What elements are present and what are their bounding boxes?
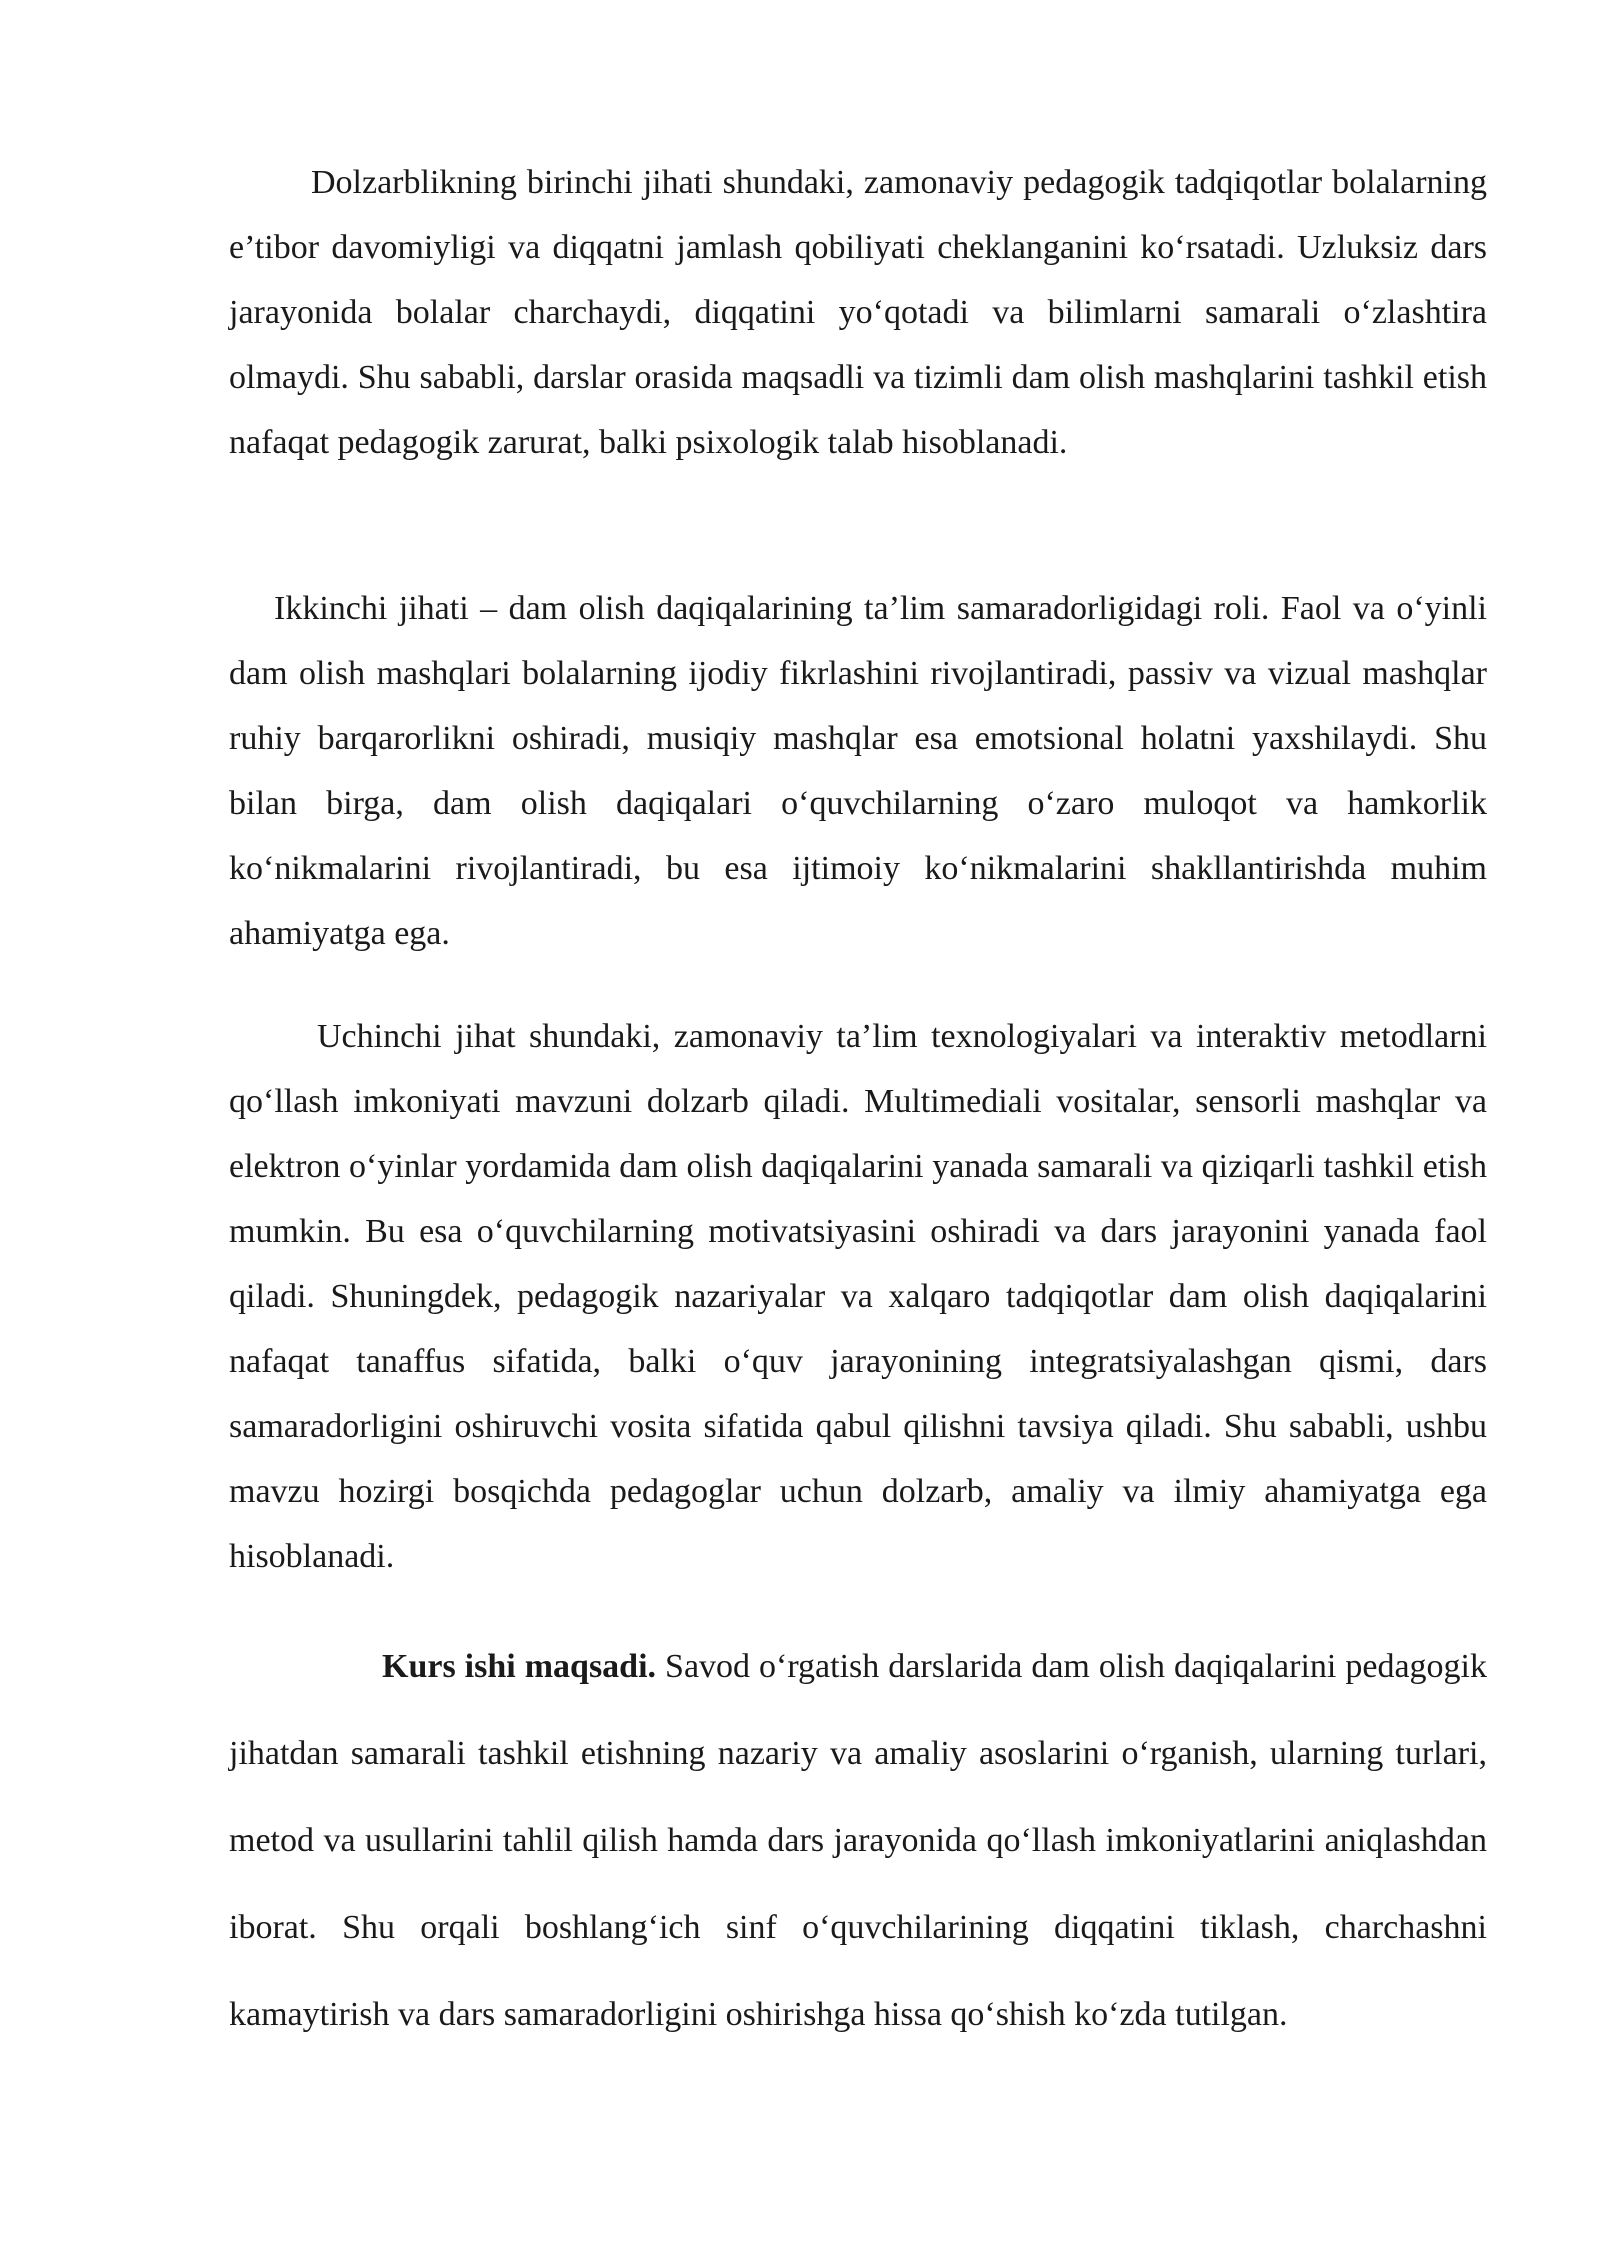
paragraph-relevance-third bbox=[229, 1004, 1487, 1589]
paragraph-relevance-first bbox=[229, 150, 1487, 475]
paragraph-course-goal bbox=[229, 1623, 1487, 2058]
paragraph-text: Dolzarblikning birinchi jihati shundaki, zamonaviy pedagogik tadqiqotlar bolalarning e’tibor davomiyligi va diqqatni jamlash qobiliyati cheklanganini ko‘rsatadi. Uzluksiz dars jarayonida bolalar charchaydi, diqqatini yo‘qotadi va bilimlarni samarali o‘zlashtira olmaydi. Shu sababli, darslar orasida maqsadli va tizimli dam olish mashqlarini tashkil etish nafaqat pedagogik zarurat, balki psixologik talab hisoblanadi. bbox=[229, 164, 1487, 461]
paragraph-relevance-second bbox=[229, 576, 1487, 966]
paragraph-text: Savod o‘rgatish darslarida dam olish daqiqalarini pedagogik jihatdan samarali tashkil etishning nazariy va amaliy asoslarini o‘rganish, ularning turlari, metod va usullarini tahlil qilish hamda dars jarayonida qo‘llash imkoniyatlarini aniqlashdan iborat. Shu orqali boshlang‘ich sinf o‘quvchilarining diqqatini tiklash, charchashni kamaytirish va dars samaradorligini oshirishga hissa qo‘shish ko‘zda tutilgan. bbox=[229, 1648, 1487, 2033]
paragraph-text: Ikkinchi jihati – dam olish daqiqalarining ta’lim samaradorligidagi roli. Faol va o‘yinli dam olish mashqlari bolalarning ijodiy fikrlashini rivojlantiradi, passiv va vizual mashqlar ruhiy barqarorlikni oshiradi, musiqiy mashqlar esa emotsional holatni yaxshilaydi. Shu bilan birga, dam olish daqiqalari o‘quvchilarning o‘zaro muloqot va hamkorlik ko‘nikmalarini rivojlantiradi, bu esa ijtimoiy ko‘nikmalarini shakllantirishda muhim ahamiyatga ega. bbox=[229, 590, 1487, 952]
paragraph-text: Uchinchi jihat shundaki, zamonaviy ta’lim texnologiyalari va interaktiv metodlarni qo‘llash imkoniyati mavzuni dolzarb qiladi. Multimediali vositalar, sensorli mashqlar va elektron o‘yinlar yordamida dam olish daqiqalarini yanada samarali va qiziqarli tashkil etish mumkin. Bu esa o‘quvchilarning motivatsiyasini oshiradi va dars jarayonini yanada faol qiladi. Shuningdek, pedagogik nazariyalar va xalqaro tadqiqotlar dam olish daqiqalarini nafaqat tanaffus sifatida, balki o‘quv jarayonining integratsiyalashgan qismi, dars samaradorligini oshiruvchi vosita sifatida qabul qilishni tavsiya qiladi. Shu sababli, ushbu mavzu hozirgi bosqichda pedagoglar uchun dolzarb, amaliy va ilmiy ahamiyatga ega hisoblanadi. bbox=[229, 1018, 1487, 1575]
course-goal-heading: Kurs ishi maqsadi. bbox=[382, 1648, 657, 1685]
